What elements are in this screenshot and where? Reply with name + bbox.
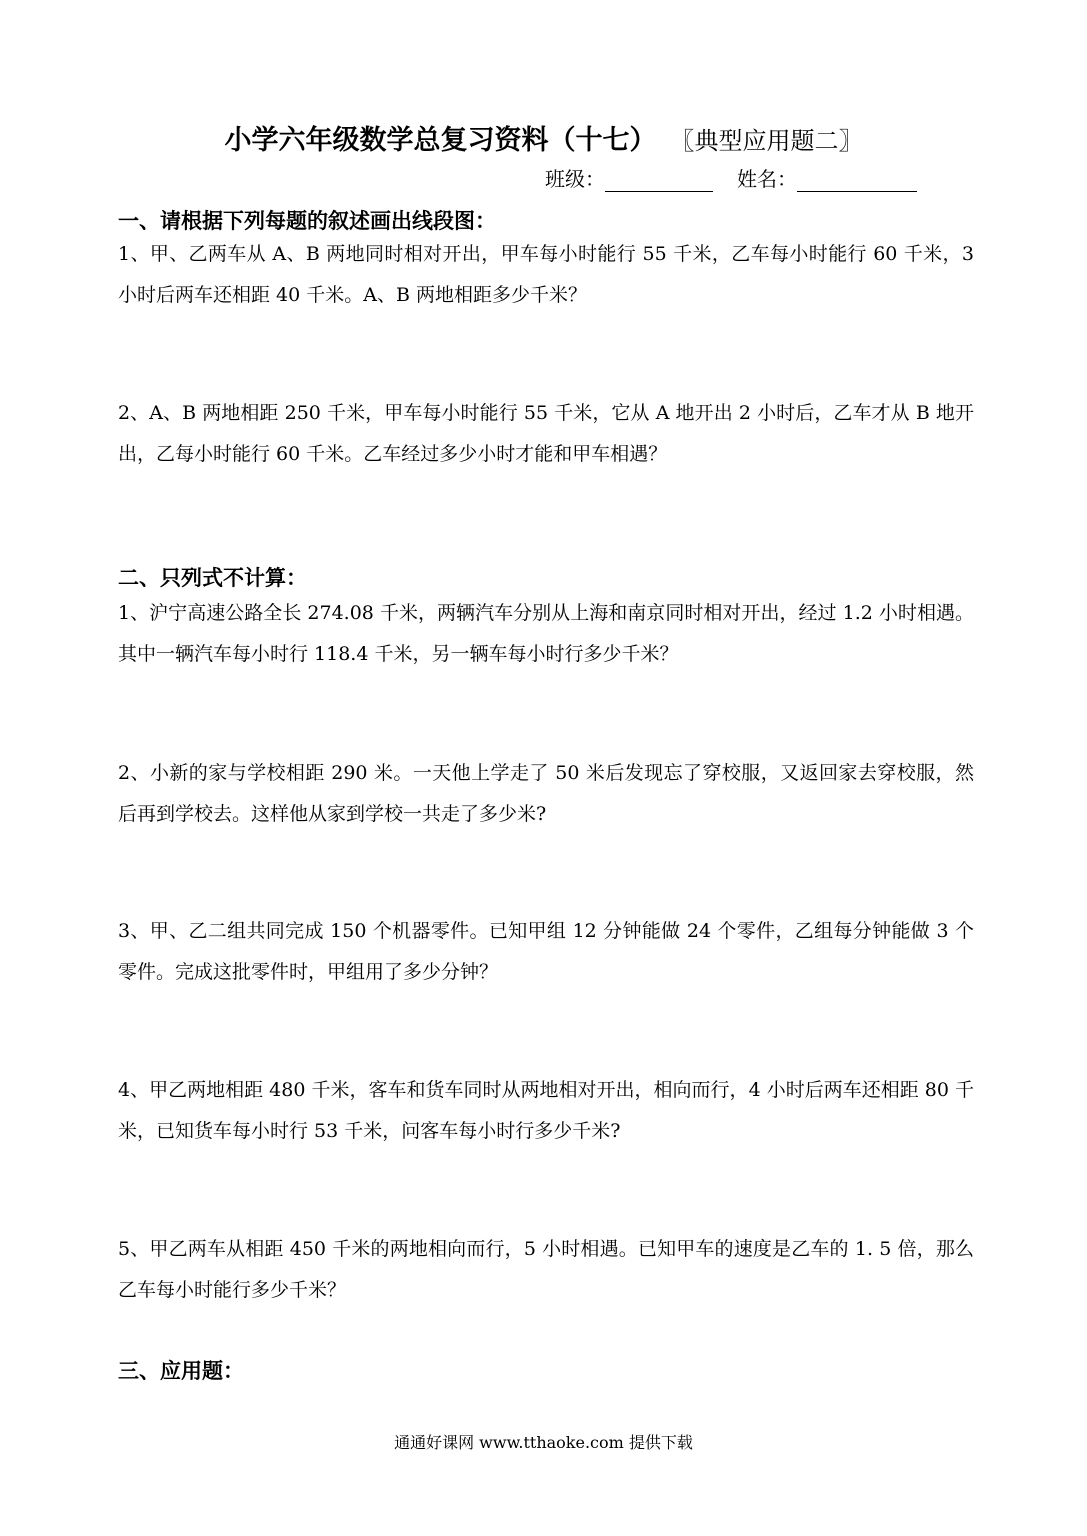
page-subtitle: 〖典型应用题二〗 <box>682 127 863 155</box>
section-2-question-1: 1、沪宁高速公路全长 274.08 千米，两辆汽车分别从上海和南京同时相对开出，经过 1.2 小时相遇。其中一辆汽车每小时行 118.4 千米，另一辆车每小时行多少千米？ <box>118 602 974 665</box>
section-3-heading: 三、应用题： <box>118 1359 244 1383</box>
section-2-question-5: 5、甲乙两车从相距 450 千米的两地相向而行，5 小时相遇。已知甲车的速度是乙车的 1. 5 倍，那么乙车每小时能行多少千米？ <box>118 1238 974 1301</box>
name-label: 姓名： <box>737 167 797 191</box>
section-2-question-4: 4、甲乙两地相距 480 千米，客车和货车同时从两地相对开出，相向而行，4 小时后两车还相距 80 千米，已知货车每小时行 53 千米，问客车每小时行多少千米? <box>118 1079 974 1142</box>
footer-credit: 通通好课网 www.tthaoke.com 提供下载 <box>394 1433 693 1452</box>
section-2-question-3: 3、甲、乙二组共同完成 150 个机器零件。已知甲组 12 分钟能做 24 个零件，乙组每分钟能做 3 个零件。完成这批零件时，甲组用了多少分钟？ <box>118 920 974 983</box>
name-blank[interactable] <box>797 169 917 192</box>
section-1-question-2: 2、A、B 两地相距 250 千米，甲车每小时能行 55 千米，它从 A 地开出 2 小时后，乙车才从 B 地开出，乙每小时能行 60 千米。乙车经过多少小时才能和甲车相遇？ <box>118 402 974 465</box>
class-label: 班级： <box>545 167 605 191</box>
student-info <box>545 163 917 192</box>
section-1-heading: 一、请根据下列每题的叙述画出线段图： <box>118 209 496 233</box>
section-2-heading: 二、只列式不计算： <box>118 566 307 590</box>
page-title: 小学六年级数学总复习资料（十七） <box>224 125 657 156</box>
section-2-question-2: 2、小新的家与学校相距 290 米。一天他上学走了 50 米后发现忘了穿校服，又返回家去穿校服，然后再到学校去。这样他从家到学校一共走了多少米? <box>118 762 974 825</box>
class-blank[interactable] <box>605 169 713 192</box>
section-1-question-1: 1、甲、乙两车从 A、B 两地同时相对开出，甲车每小时能行 55 千米，乙车每小时能行 60 千米，3 小时后两车还相距 40 千米。A、B 两地相距多少千米？ <box>118 243 974 306</box>
title-row <box>0 118 1087 157</box>
